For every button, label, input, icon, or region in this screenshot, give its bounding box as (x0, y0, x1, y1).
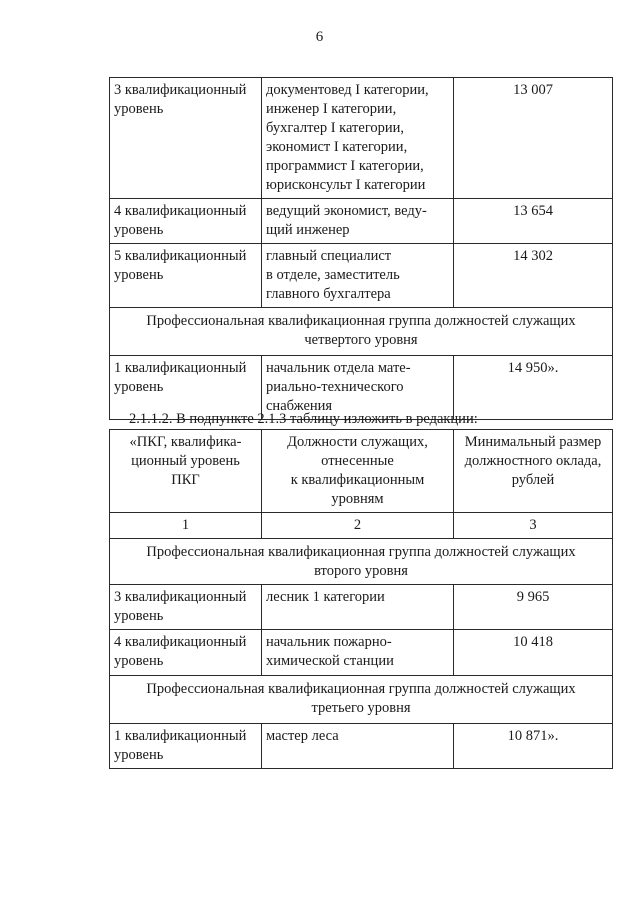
qualification-level-cell: 4 квалификационный уровень (110, 630, 262, 676)
amendment-paragraph: 2.1.1.2. В подпункте 2.1.3 таблицу изложить в редакции: (129, 411, 478, 427)
qualification-level-cell: 3 квалификационный уровень (110, 585, 262, 630)
table-row (110, 585, 613, 630)
positions-cell: мастер леса (262, 724, 454, 769)
salary-table-new (109, 429, 613, 769)
group-heading-row (110, 308, 613, 356)
salary-cell: 13 007 (454, 78, 613, 199)
salary-cell: 10 418 (454, 630, 613, 676)
column-number-row (110, 513, 613, 539)
table-row (110, 199, 613, 244)
column-number: 1 (110, 513, 262, 539)
positions-cell: документовед I категории, инженер I категории, бухгалтер I категории, экономист I категории, программист I категории, юрисконсульт I категории (262, 78, 454, 199)
qualification-level-cell: 1 квалификационный уровень (110, 724, 262, 769)
group-heading: Профессиональная квалификационная группа должностей служащих четвертого уровня (110, 308, 613, 356)
qualification-level-cell: 4 квалификационный уровень (110, 199, 262, 244)
column-header-positions: Должности служащих, отнесенные к квалификационным уровням (262, 430, 454, 513)
positions-cell: главный специалист в отделе, заместитель главного бухгалтера (262, 244, 454, 308)
salary-cell: 14 302 (454, 244, 613, 308)
page-number: 6 (315, 29, 324, 45)
qualification-level-cell: 3 квалификационный уровень (110, 78, 262, 199)
group-heading: Профессиональная квалификационная группа должностей служащих второго уровня (110, 539, 613, 585)
group-heading: Профессиональная квалификационная группа должностей служащих третьего уровня (110, 676, 613, 724)
qualification-level-cell: 5 квалификационный уровень (110, 244, 262, 308)
table-row (110, 630, 613, 676)
table-row (110, 78, 613, 199)
column-header-salary: Минимальный размер должностного оклада, рублей (454, 430, 613, 513)
salary-table-continued (109, 77, 613, 420)
group-heading-row (110, 676, 613, 724)
positions-cell: начальник отдела мате- риально-технического снабжения (262, 356, 454, 420)
salary-cell: 9 965 (454, 585, 613, 630)
table-row (110, 724, 613, 769)
salary-cell: 10 871». (454, 724, 613, 769)
column-header-pkg: «ПКГ, квалифика- ционный уровень ПКГ (110, 430, 262, 513)
salary-cell: 13 654 (454, 199, 613, 244)
column-number: 2 (262, 513, 454, 539)
table-row (110, 244, 613, 308)
group-heading-row (110, 539, 613, 585)
positions-cell: начальник пожарно- химической станции (262, 630, 454, 676)
salary-cell: 14 950». (454, 356, 613, 420)
qualification-level-cell: 1 квалификационный уровень (110, 356, 262, 420)
positions-cell: ведущий экономист, веду- щий инженер (262, 199, 454, 244)
positions-cell: лесник 1 категории (262, 585, 454, 630)
header-row (110, 430, 613, 513)
column-number: 3 (454, 513, 613, 539)
